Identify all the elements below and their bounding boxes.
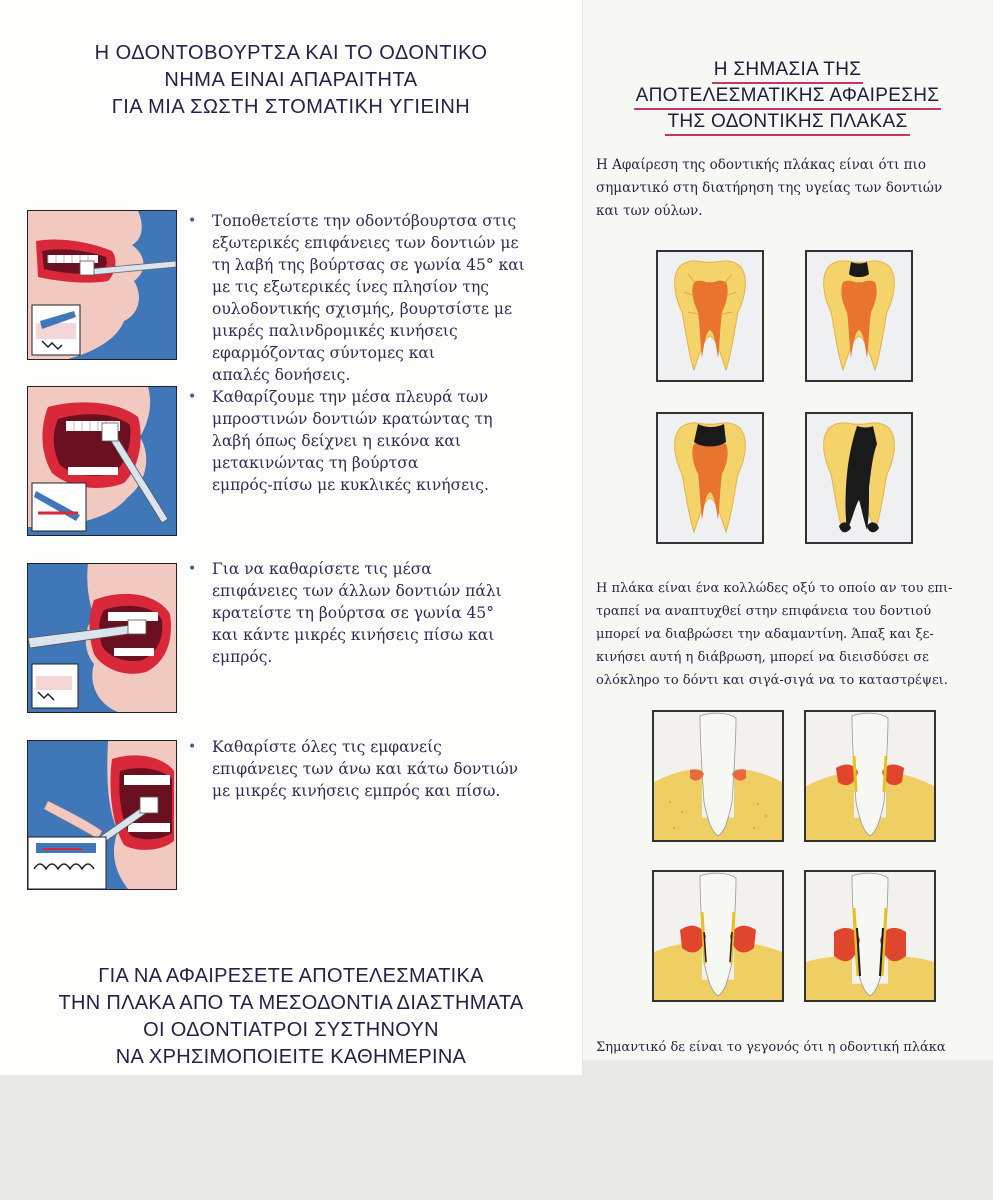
left-title-line-1: Η ΟΔΟΝΤΟΒΟΥΡΤΣΑ ΚΑΙ ΤΟ ΟΔΟΝΤΙΚΟ <box>94 42 488 64</box>
left-footer-line-1: ΓΙΑ ΝΑ ΑΦΑΙΡΕΣΕΤΕ ΑΠΟΤΕΛΕΣΜΑΤΙΚΑ <box>98 965 484 987</box>
left-footer-line-3: ΟΙ ΟΔΟΝΤΙΑΤΡΟΙ ΣΥΣΤΗΝΟΥΝ <box>143 1019 439 1041</box>
left-title-line-2: ΝΗΜΑ ΕΙΝΑΙ ΑΠΑΡΑΙΤΗΤΑ <box>164 69 418 91</box>
step-1-line: εξωτερικές επιφάνειες των δοντιών με <box>212 234 519 252</box>
step-3-line: κρατείστε τη βούρτσα σε γωνία 45° <box>212 604 495 622</box>
step-3-line: εμπρός. <box>212 648 273 666</box>
intro-line: Η Αφαίρεση της οδοντικής πλάκας είναι ότι πιο <box>596 157 926 173</box>
right-title-line-2: ΑΠΟΤΕΛΕΣΜΑΤΙΚΗΣ ΑΦΑΙΡΕΣΗΣ <box>634 84 942 110</box>
illustration-outer-brushing <box>27 210 177 360</box>
right-bottom-line <box>596 1036 988 1059</box>
gum-stage2-diagram <box>652 870 784 1002</box>
plaque-line: κινήσει αυτή η διάβρωση, μπορεί να διεισδύσει σε <box>596 650 929 665</box>
step-2-line: λαβή όπως δείχνει η εικόνα και <box>212 432 461 450</box>
step-1-text <box>188 210 548 386</box>
illustration-inner-back <box>27 563 177 713</box>
bullet-icon: • <box>188 389 197 405</box>
plaque-paragraph <box>596 577 988 692</box>
step-3-line: Για να καθαρίσετε τις μέσα <box>212 560 432 578</box>
intro-line: σημαντικό στη διατήρηση της υγείας των δοντιών <box>596 180 943 196</box>
step-1-line: Τοποθετείστε την οδοντόβουρτσα στις <box>212 212 517 230</box>
step-1-line: ουλοδοντικής σχισμής, βουρτσίστε με <box>212 300 513 318</box>
left-title-line-3: ΓΙΑ ΜΙΑ ΣΩΣΤΗ ΣΤΟΜΑΤΙΚΗ ΥΓΙΕΙΝΗ <box>111 96 471 118</box>
step-4-line: με μικρές κινήσεις εμπρός και πίσω. <box>212 782 501 800</box>
plaque-line: μπορεί να διαβρώσει την αδαμαντίνη. Άπαξ και ξε- <box>596 627 934 642</box>
gum-stage1-diagram <box>804 710 936 842</box>
step-4-line: Καθαρίστε όλες τις εμφανείς <box>212 738 442 756</box>
step-1-line: εφαρμόζοντας σύντομες και <box>212 344 435 362</box>
step-3-line: και κάντε μικρές κινήσεις πίσω και <box>212 626 495 644</box>
illustration-all-surfaces <box>27 740 177 890</box>
gum-healthy-diagram <box>652 710 784 842</box>
bullet-icon: • <box>188 739 197 755</box>
step-1-line: απαλές δονήσεις. <box>212 366 351 384</box>
plaque-line: Η πλάκα είναι ένα κολλώδες οξύ το οποίο αν του επι- <box>596 581 953 596</box>
plaque-line: τραπεί να αναπτυχθεί στην επιφάνεια του δοντιού <box>596 604 932 619</box>
left-footer-line-2: ΤΗΝ ΠΛΑΚΑ ΑΠΟ ΤΑ ΜΕΣΟΔΟΝΤΙΑ ΔΙΑΣΤΗΜΑΤΑ <box>58 992 524 1014</box>
step-1-line: τη λαβή της βούρτσας σε γωνία 45° και <box>212 256 525 274</box>
right-title <box>582 58 993 136</box>
step-2-line: μετακινώντας τη βούρτσα <box>212 454 419 472</box>
tooth-decay-stage3-diagram <box>805 412 913 544</box>
left-footer <box>0 963 582 1071</box>
bottom-line-text: Σημαντικό δε είναι το γεγονός ότι η οδοντική πλάκα <box>596 1040 946 1055</box>
step-4-line: επιφάνειες των άνω και κάτω δοντιών <box>212 760 519 778</box>
step-3-text <box>188 558 548 668</box>
left-footer-line-4: ΝΑ ΧΡΗΣΙΜΟΠΟΙΕΙΤΕ ΚΑΘΗΜΕΡΙΝΑ <box>115 1046 467 1068</box>
right-intro <box>596 154 988 223</box>
right-title-line-3: ΤΗΣ ΟΔΟΝΤΙΚΗΣ ΠΛΑΚΑΣ <box>665 110 909 136</box>
step-2-text <box>188 386 548 496</box>
step-2-line: μπροστινών δοντιών κρατώντας τη <box>212 410 493 428</box>
tooth-decay-stage2-diagram <box>656 412 764 544</box>
plaque-line: ολόκληρο το δόντι και σιγά-σιγά να το καταστρέψει. <box>596 673 948 688</box>
step-3-line: επιφάνειες των άλλων δοντιών πάλι <box>212 582 502 600</box>
step-2-line: εμπρός-πίσω με κυκλικές κινήσεις. <box>212 476 489 494</box>
gum-stage3-diagram <box>804 870 936 1002</box>
step-1-line: μικρές παλινδρομικές κινήσεις <box>212 322 458 340</box>
bullet-icon: • <box>188 561 197 577</box>
tooth-healthy-diagram <box>656 250 764 382</box>
right-title-line-1: Η ΣΗΜΑΣΙΑ ΤΗΣ <box>712 58 864 84</box>
left-title <box>0 40 582 121</box>
illustration-inner-front <box>27 386 177 536</box>
step-2-line: Καθαρίζουμε την μέσα πλευρά των <box>212 388 489 406</box>
tooth-decay-stage1-diagram <box>805 250 913 382</box>
step-1-line: με τις εξωτερικές ίνες πλησίον της <box>212 278 489 296</box>
intro-line: και των ούλων. <box>596 203 703 219</box>
bullet-icon: • <box>188 213 197 229</box>
step-4-text <box>188 736 548 802</box>
